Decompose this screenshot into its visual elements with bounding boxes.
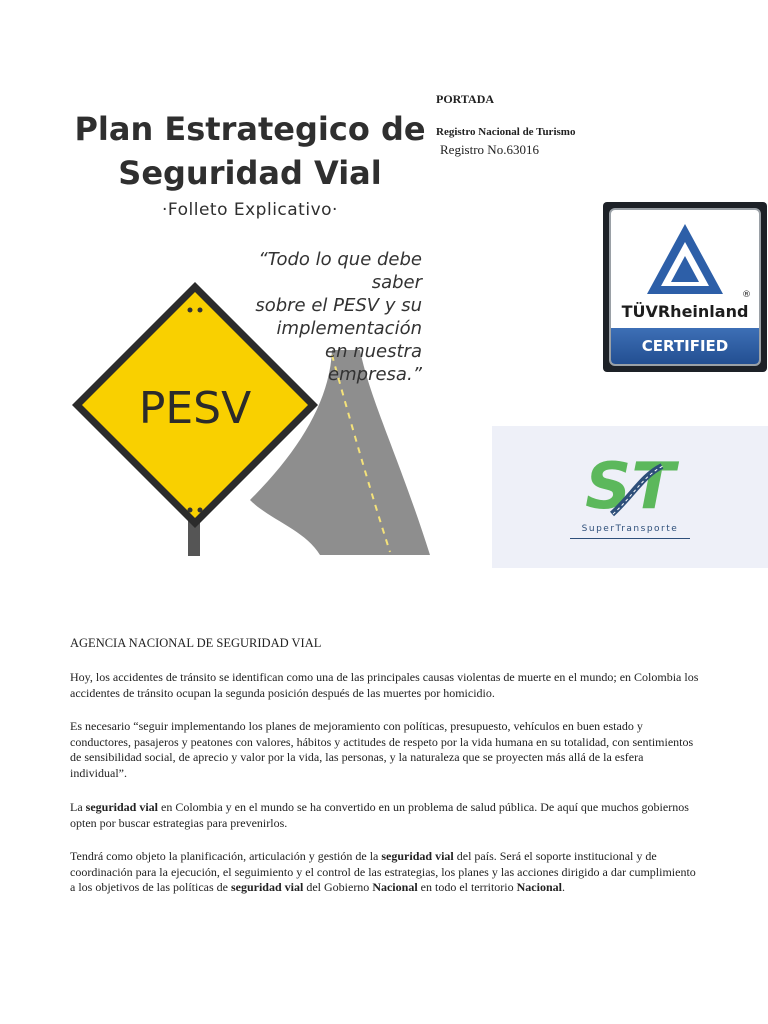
cover-image [70,100,430,560]
supertransporte-logo [492,426,768,568]
registered-mark: ® [742,290,751,300]
cover-subtitle: ·Folleto Explicativo· [162,200,338,220]
text-run: del Gobierno [303,880,373,894]
bold-term: seguridad vial [230,880,304,894]
bold-term: seguridad vial [381,849,454,863]
bold-term: Nacional [516,880,562,894]
cover-title-line1: Plan Estrategico de [74,110,426,148]
certified-badge: CERTIFIED [611,328,759,364]
cover-title-line2: Seguridad Vial [118,154,382,192]
tuv-triangle-icon [611,216,759,306]
tuv-rheinland-logo [603,202,767,372]
text-run: en todo el territorio [417,880,517,894]
agency-heading: AGENCIA NACIONAL DE SEGURIDAD VIAL [70,636,322,650]
st-letters: ST [585,450,675,524]
text-run: La [70,800,86,814]
text-run: del país. Será el soporte institucional y de coordinación para la ejecución, el seguimiento y el control de las estrategias, los planes y las acciones dirigido a dar cumplimiento a los objetivos de las políticas de [70,849,696,894]
quote-line: saber [371,272,422,293]
paragraph-4 [70,849,700,896]
st-underline [570,538,690,539]
st-logo-mark [492,426,768,526]
text-run: en Colombia y en el mundo se ha convertido en un problema de salud pública. De aquí que muchos gobiernos opten por buscar estrategias para prevenirlos. [70,800,689,830]
st-name: SuperTransporte [581,524,679,534]
quote-line: empresa.” [328,364,422,385]
quote-line: implementación [276,318,422,339]
paragraph-1: Hoy, los accidentes de tránsito se identifican como una de las principales causas violentas de muerte en el mundo; en Colombia los accidentes de tránsito ocupan la segunda posición después de las muertes por homicidio. [70,670,699,700]
text-run: Tendrá como objeto la planificación, articulación y gestión de la [70,849,382,863]
bold-term: seguridad vial [85,800,159,814]
bold-term: Nacional [372,880,418,894]
quote-line: en nuestra [325,341,422,362]
paragraph-2: Es necesario “seguir implementando los planes de mejoramiento con políticas, presupuesto, vehículos en buen estado y conductores, pasajeros y peatones con valores, hábitos y actitudes de respeto por la vida humana en su totalidad, con sentimientos de sensibilidad social, de aprecio y valor por la vida, las personas, y la naturaleza que se proyecten más allá de la esfera individual”. [70,719,694,780]
quote-line: “Todo lo que debe [258,249,422,270]
registro-nacional-label: Registro Nacional de Turismo [436,126,576,138]
sign-text: PESV [138,383,252,434]
paragraph-3 [70,800,700,831]
portada-label: PORTADA [436,92,495,106]
quote-line: sobre el PESV y su [255,295,422,316]
cover-quote [222,248,422,386]
text-run: . [561,880,565,894]
tuv-brand-name: TÜVRheinland [621,302,749,321]
registro-number: Registro No.63016 [440,142,539,157]
